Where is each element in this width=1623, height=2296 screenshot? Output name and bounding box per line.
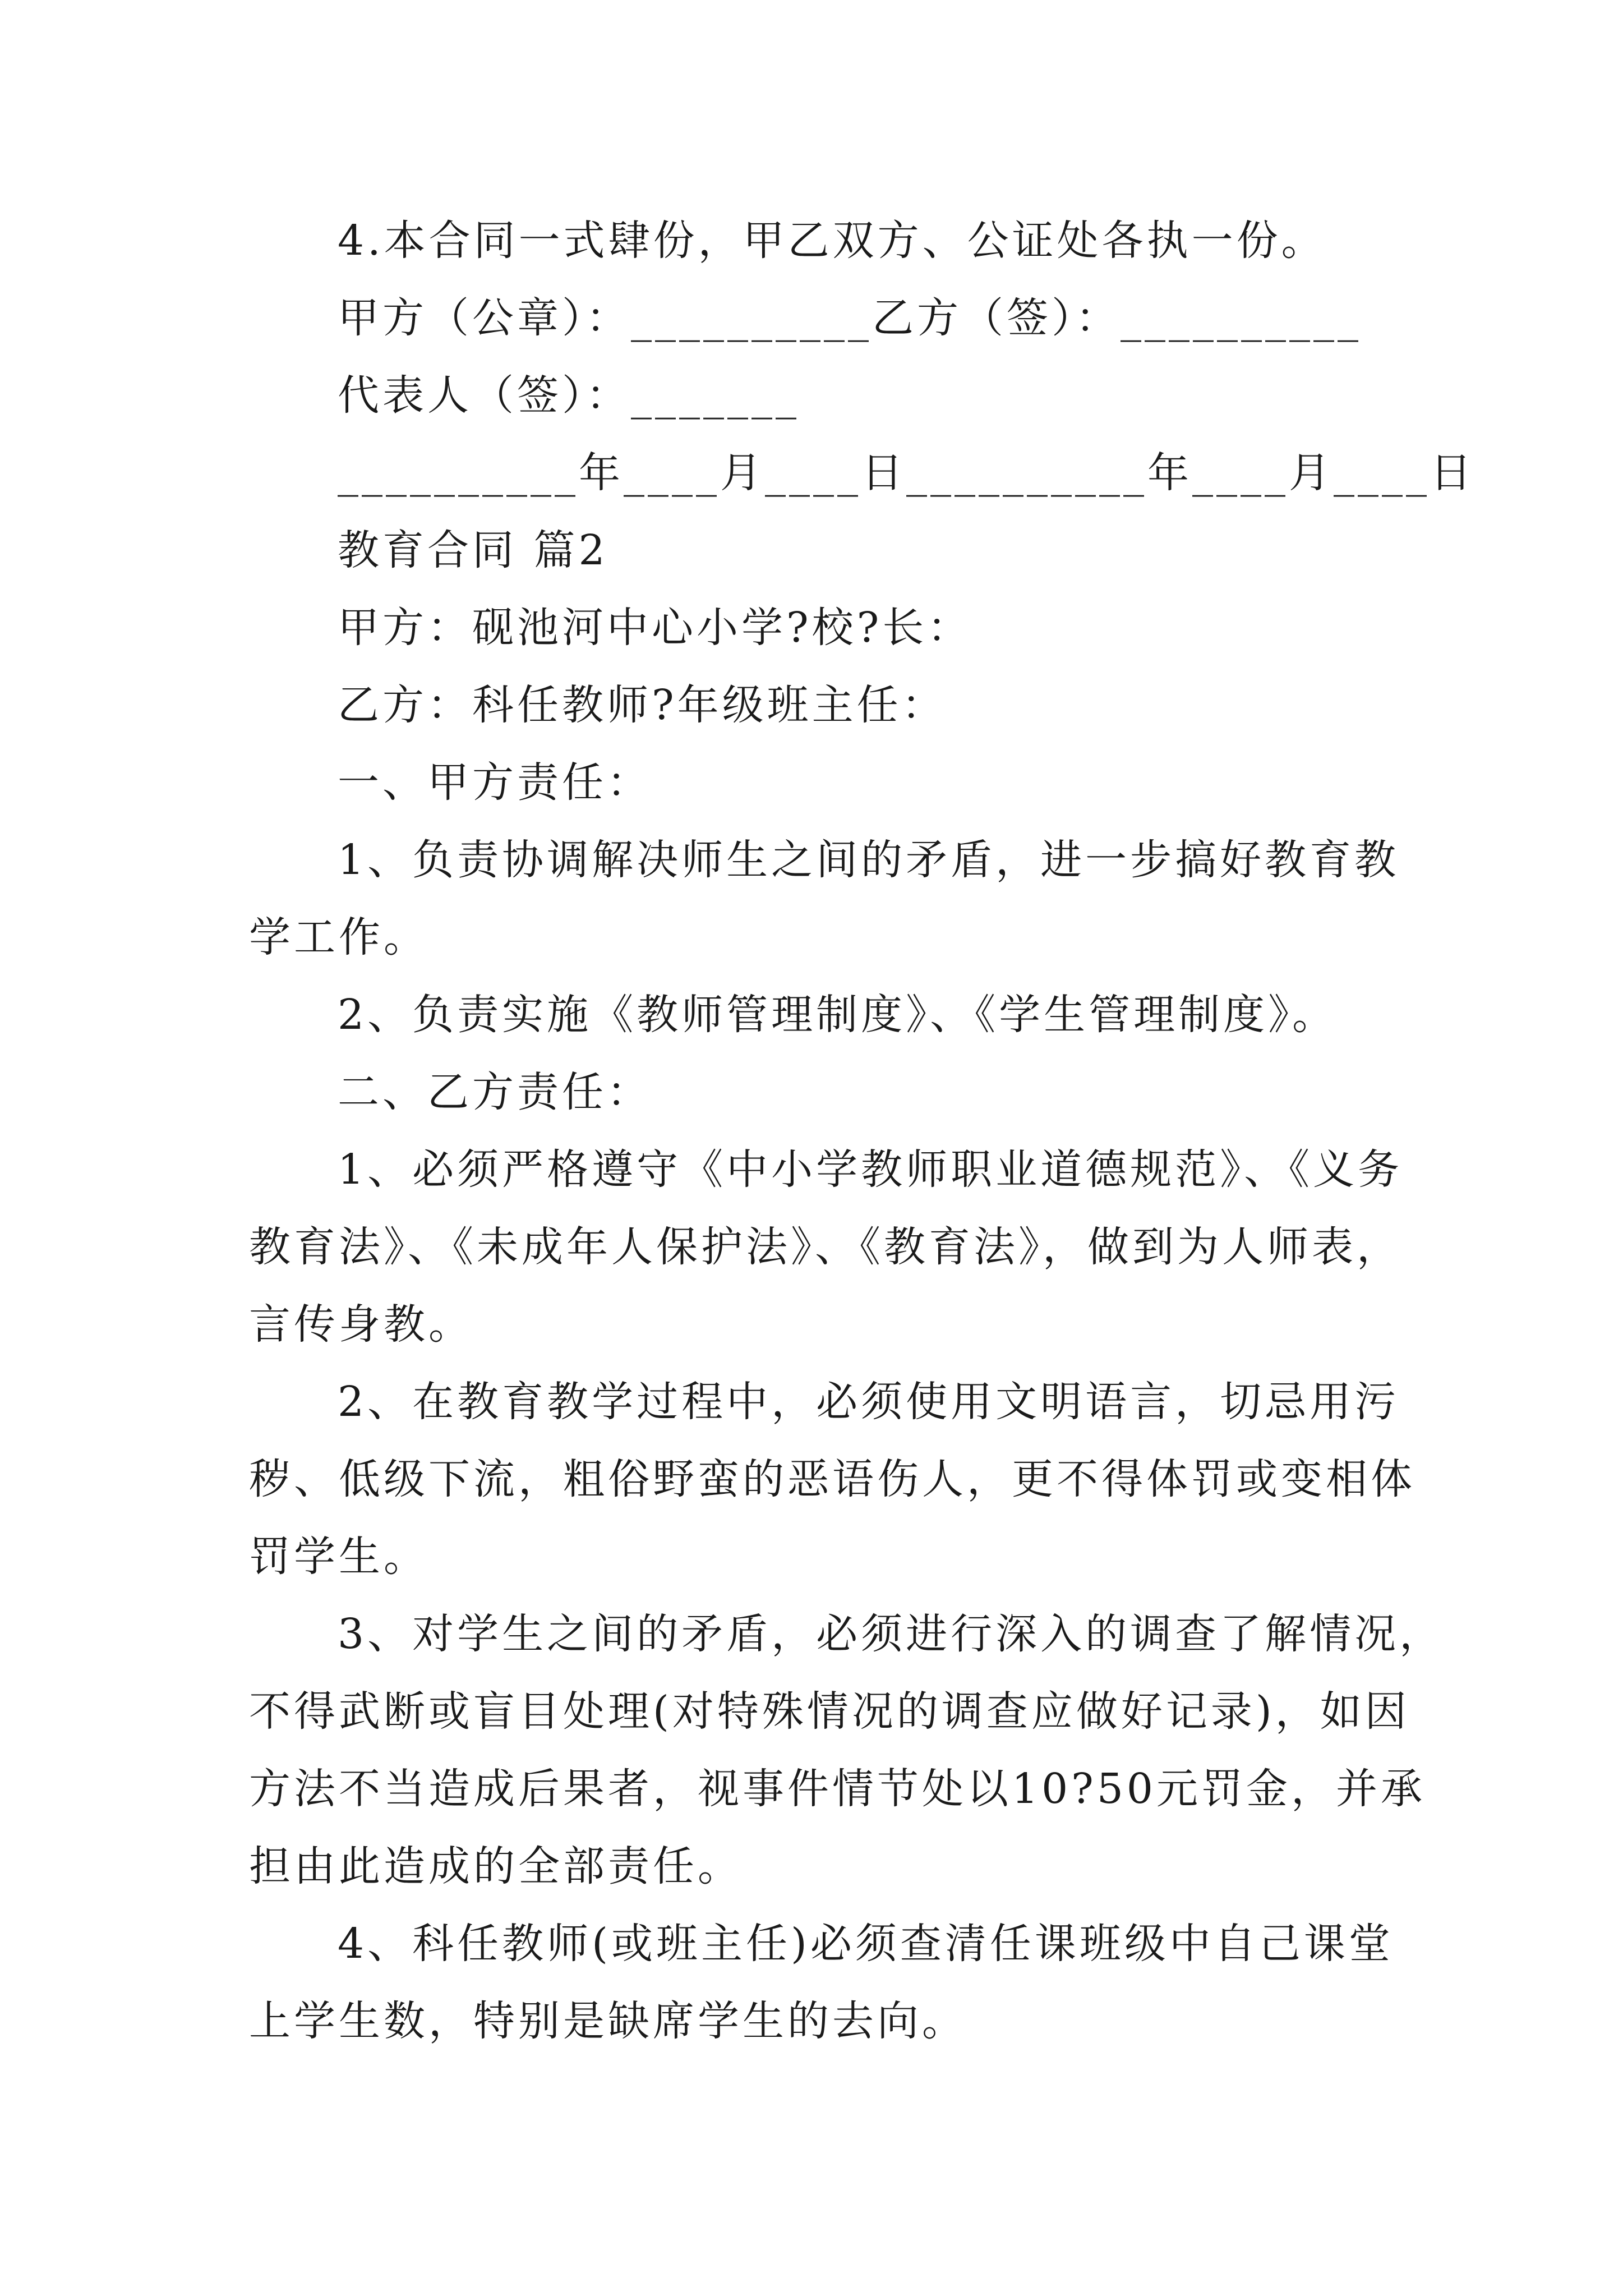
paragraph-line: 3、对学生之间的矛盾，必须进行深入的调查了解情况， xyxy=(338,1610,1445,1658)
paragraph-line: 秽、低级下流，粗俗野蛮的恶语伤人，更不得体罚或变相体 xyxy=(249,1455,1415,1503)
party-a-line: 甲方：砚池河中心小学?校?长： xyxy=(338,604,972,652)
paragraph-line: 2、在教育教学过程中，必须使用文明语言，切忌用污 xyxy=(338,1378,1400,1426)
paragraph-line: 言传身教。 xyxy=(249,1300,473,1349)
paragraph-line: 教育法》、《未成年人保护法》、《教育法》，做到为人师表， xyxy=(249,1223,1401,1271)
signature-representative: 代表人（签）：_______ xyxy=(338,371,800,420)
paragraph-line: 1、负责协调解决师生之间的矛盾，进一步搞好教育教 xyxy=(338,836,1400,884)
party-b-line: 乙方：科任教师?年级班主任： xyxy=(338,681,947,729)
signature-party-a-b: 甲方（公章）：__________乙方（签）：__________ xyxy=(338,294,1362,342)
paragraph-line: 上学生数，特别是缺席学生的去向。 xyxy=(249,1997,967,2045)
heading-party-b-duties: 二、乙方责任： xyxy=(338,1068,652,1116)
paragraph-line: 4、科任教师(或班主任)必须查清任课班级中自己课堂 xyxy=(338,1920,1394,1968)
signature-dates: __________年____月____日__________年____月____日 xyxy=(338,449,1475,497)
clause-copies: 4.本合同一式肆份，甲乙双方、公证处各执一份。 xyxy=(338,217,1326,265)
paragraph-line: 担由此造成的全部责任。 xyxy=(249,1842,743,1890)
paragraph-line: 不得武断或盲目处理(对特殊情况的调查应做好记录)，如因 xyxy=(249,1687,1410,1736)
paragraph-line: 2、负责实施《教师管理制度》、《学生管理制度》。 xyxy=(338,991,1338,1039)
paragraph-line: 方法不当造成后果者，视事件情节处以10?50元罚金，并承 xyxy=(249,1765,1426,1813)
heading-party-a-duties: 一、甲方责任： xyxy=(338,758,652,807)
section-title: 教育合同 篇2 xyxy=(338,526,608,574)
paragraph-line: 1、必须严格遵守《中小学教师职业道德规范》、《义务 xyxy=(338,1145,1403,1194)
paragraph-line: 学工作。 xyxy=(249,913,428,961)
paragraph-line: 罚学生。 xyxy=(249,1533,428,1581)
